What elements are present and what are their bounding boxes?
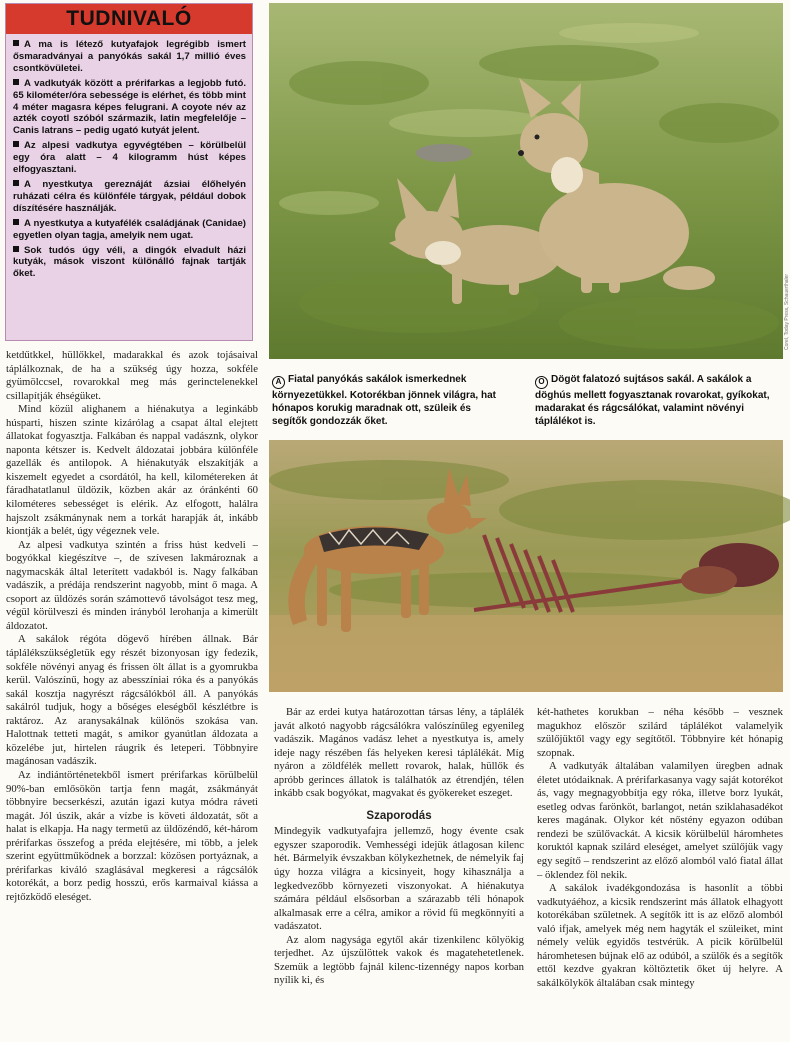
fact-item: A nyestkutya gereznáját ázsiai élőhelyén ruházati célra és különféle tárgyak, például dobok díszítésére használják. (13, 178, 246, 214)
paragraph: A sakálok régóta dögevő hírében állnak. Bár táplálékszükségletük egy részét bizonyosan így fedezik, sokféle növényi anyag és frissen ölt állat is a gyomrukba kerül. Valószínű, hogy az abesszíniai róka és a panyókás sakál kosztja nagyrészt rágcsálókból áll. A panyókás sakálról tudjuk, hogy a bőséges eleségből készlétbre is raktároz. Az aranysakálnak különös szokása van. Halottnak tetteti magát, s amikor gyanútlan áldozata a közelébe jut, hirtelen ráugrik és leteperi. Többnyire magánosan vadászik. (6, 633, 258, 768)
bullet-square-icon (13, 40, 19, 46)
paragraph: Az alpesi vadkutya szintén a friss húst kedveli – bogyókkal kiegészítve –, de szívesen lakmároznak a nagymacskák által leterített vadakból is. Nagy falkában vadászik, a prédája rendszerint nagyobb, mint ő maga. A csoport az üldözés során számottevő távolságot tesz meg, végül körülveszi és minden irányból lerohanja a kimerült áldozatot. (6, 538, 258, 632)
fact-item: A ma is létező kutyafajok legrégibb ismert ősmaradványai a panyókás sakál 1,7 millió éves csontkövületei. (13, 39, 246, 74)
caption-jackal-pups: A Fiatal panyókás sakálok ismerkednek környezetükkel. Kotorékban jönnek világra, hat hónapos korukig maradnak ott, szüleik és segítők gondozzák őket. (272, 374, 496, 427)
bullet-square-icon (13, 246, 19, 252)
caption-marker-icon: O (535, 376, 548, 389)
fact-item: Az alpesi vadkutya egyvégtében – körülbelül egy óra alatt – 4 kilogramm húst képes elfogyasztani. (13, 140, 246, 176)
paragraph: A sakálok ivadékgondozása is hasonlít a többi vadkutyáéhoz, a kicsik rendszerint más állatok elhagyott kotorékában születnek. A segítők itt is az előző alomból való ifjak, amelyek még nem hagyták el szüleiket, mint némely velük egyidős testvérük. A picik körülbelül háromhetesen bújnak elő az odúból, a szülők és a segítők ettől kezdve gyakran költöztetik őket új helyre. A sakálkölykök általában csak mintegy (537, 882, 783, 989)
paragraph: két-hathetes korukban – néha később – vesznek magukhoz először szilárd táplálékot valamelyik szülőjüktől vagy egy segítőtől. Többnyire két hónapig szopnak. (537, 706, 783, 759)
paragraph: Bár az erdei kutya határozottan társas lény, a táplálék javát alkotó nagyobb rágcsálókra valószínűleg egyenileg vadászik. Magános vadász lehet a nyestkutya is, amely ideje nagy részében fás helyeken keresi táplálékát. Míg nyáron a zöldfélék mellett rovarok, halak, hüllők és apróbb gerinces állatok is találhatók az étrendjén, télen inkább csak bogyókat, magvakat és gyökereket eszeget. (274, 706, 524, 800)
caption-jackal-feeding: O Dögöt falatozó sujtásos sakál. A sakálok a döghús mellett fogyasztanak rovarokat, gyíkokat, madarakat és rágcsálókat, valamint növényi táplálékot is. (535, 374, 770, 427)
article-column-1 (6, 349, 258, 1039)
paragraph: A vadkutyák általában valamilyen üregben adnak életet utódaiknak. A prérifarkasanya vagy saját kotorékot ás, vagy megnagyobbítja egy róka, illetve borz lyukát, esetleg odvas farönköt, barlangot, netán sziklahasadékot keres magának. Olykor két nőstény egyazon odúban rendezi be szülővackát. A kicsik körülbelül háromhetes koruktól kapnak szilárd eleséget, amelyet szülőjük vagy egy segítő – rendszerint az előző alomból való fiatal állat – öklendez föl nekik. (537, 760, 783, 881)
jackal-carcass-photo (269, 440, 783, 692)
fact-list (13, 39, 246, 283)
photo-credit: Corel, Today Press, Schauerthaler (784, 273, 790, 350)
paragraph: Az alom nagysága egytől akár tizenkilenc kölyökig terjedhet. Az újszülöttek vakok és magatehetetlenek. Szemük a legtöbb fajnál kilenc-tizennégy napos korban nyílik ki, és (274, 933, 524, 987)
paragraph: Az indiántörténetekből ismert prérifarkas körülbelül 90%-ban emlősökön tartja fenn magát, zsákmányát többnyire becserkészi, azután igazi kutya módra ráveti magát. Jól úszik, akár a vízbe is követi áldozatát, sőt a halat is elkapja. Ha nagy termetű az üldözéndő, két-három prérifarkas összefog a préda elejtésére, mi több, a jelek szerint együttműködnek a borzzal: közösen portyáznak, a prérifarkas kiváló szaglásával megkeresi a rágcsálók kotorékát, a borz pedig hosszú, erős karmaival kiássa a rejtőzködő eleséget. (6, 768, 258, 903)
paragraph: Mindegyik vadkutyafajra jellemző, hogy évente csak egyszer szaporodik. Vemhességi idejük átlagosan kilenc hét. Bármelyik évszakban kölykezhetnek, de némelyik faj úgy hozza világra a kicsinyeit, hogy kihasználja a legkedvezőbb környezeti viszonyokat. A hiénakutya számára például elsősorban a szárazabb téli hónapok alkalmasak erre a célra, amikor a rövid fű megkönnyíti a vadászatot. (274, 825, 524, 933)
paragraph: Mind közül alighanem a hiénakutya a leginkább húsparti, hiszen szinte kizárólag a csapat által elejtett állatokat fogyasztja. Falkában és nappal vadásznk, olykor naponta kétszer is. Kedvelt áldozatai jobbára különféle gazellák és antilopok. A hiénakutyák elszakítják a kiszemelt egyedet a csordától, ha kell, kilométereken át fáradhatatlanul üldözik, közben akár az óránkénti 60 kilométeres sebességet is elérik. Az elfogott, halálra hajszolt zsákmánynak nem a torkát harapják át, inkább kiontják a belét, úgy végeznek vele. (6, 403, 258, 538)
bullet-square-icon (13, 141, 19, 147)
article-column-2 (274, 706, 524, 1040)
fact-item: A nyestkutya a kutyafélék családjának (Canidae) egyetlen olyan tagja, amelyik nem ugat. (13, 217, 246, 241)
bullet-square-icon (13, 219, 19, 225)
bullet-square-icon (13, 180, 19, 186)
article-column-3 (537, 706, 783, 1040)
info-box (5, 3, 253, 341)
caption-marker-icon: A (272, 376, 285, 389)
bullet-square-icon (13, 79, 19, 85)
fact-item: A vadkutyák között a prérifarkas a legjobb futó. 65 kilométer/óra sebessége is elérhet, és több mint 4 méter magasra képes felugrani. A coyote név az azték coyotl szóból származik, latin megfelelője – Canis latrans – pedig ugató kutyát jelent. (13, 77, 246, 137)
paragraph: ketdűtkkel, hüllőkkel, madarakkal és azok tojásaival táplálkoznak, de ha a szükség úgy hozza, sokféle gyümölccsel, rovarokkal meg más gerinctelenekkel csillapítják éhségüket. (6, 349, 258, 402)
fact-item: Sok tudós úgy véli, a dingók elvadult házi kutyák, mások viszont különálló fajnak tartják őket. (13, 244, 246, 280)
section-heading: Szaporodás (366, 809, 432, 822)
jackal-pups-photo (269, 3, 783, 359)
info-box-title: TUDNIVALÓ (6, 4, 252, 34)
